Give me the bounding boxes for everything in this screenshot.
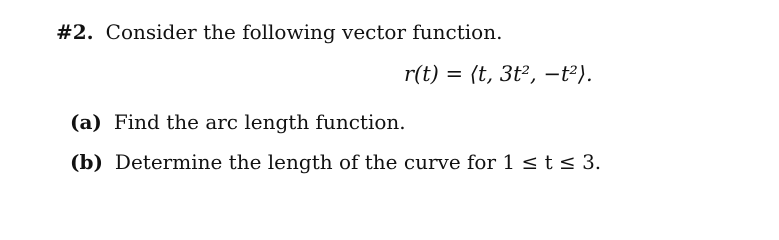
part-b-text: Determine the length of the curve for 1 ≤ t ≤ 3.: [114, 150, 602, 174]
part-a: [70, 110, 406, 134]
part-a-label: (a): [70, 110, 102, 134]
part-a-text: Find the arc length function.: [113, 110, 406, 134]
problem-statement: Consider the following vector function.: [105, 20, 503, 44]
part-b: [70, 150, 601, 174]
vector-function-formula: r(t) = ⟨t, 3t², −t²⟩.: [404, 62, 593, 86]
problem-number: #2.: [56, 20, 94, 44]
part-b-label: (b): [70, 150, 103, 174]
problem-heading: [56, 20, 502, 44]
